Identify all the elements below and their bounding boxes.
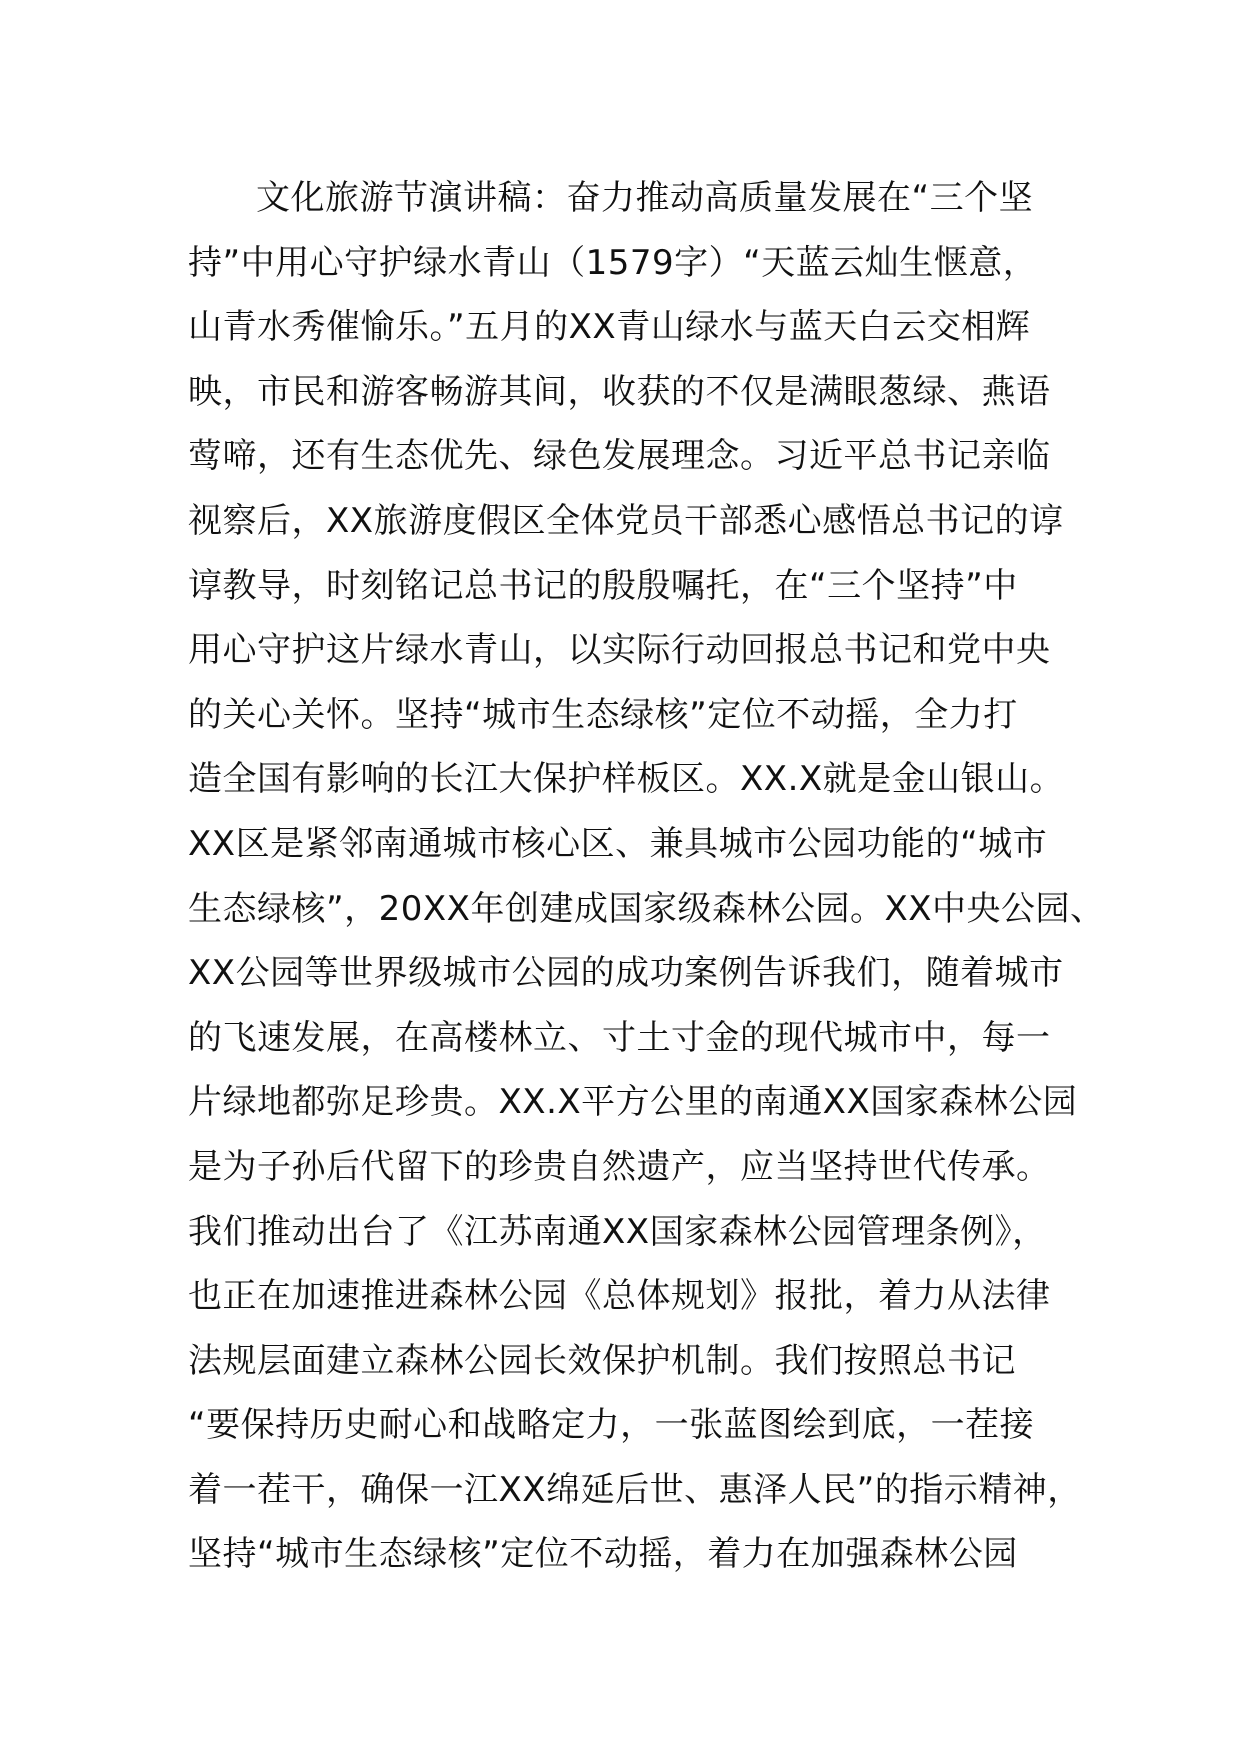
text-line: 片绿地都弥足珍贵。XX.X平方公里的南通XX国家森林公园 (188, 1082, 1078, 1123)
text-line: XX公园等世界级城市公园的成功案例告诉我们，随着城市 (188, 953, 1064, 994)
text-line: 造全国有影响的长江大保护样板区。XX.X就是金山银山。 (188, 759, 1065, 800)
text-line: 我们推动出台了《江苏南通XX国家森林公园管理条例》， (188, 1211, 1047, 1252)
text-line: 法规层面建立森林公园长效保护机制。我们按照总书记 (188, 1340, 1016, 1381)
text-line: 文化旅游节演讲稿：奋力推动高质量发展在“三个坚 (256, 178, 1034, 218)
text-line: 的关心关怀。坚持“城市生态绿核”定位不动摇，全力打 (188, 694, 1018, 735)
text-line: 用心守护这片绿水青山，以实际行动回报总书记和党中央 (188, 630, 1051, 671)
text-line: 生态绿核”，20XX年创建成国家级森林公园。XX中央公园、 (188, 888, 1105, 929)
text-line: 也正在加速推进森林公园《总体规划》报批，着力从法律 (188, 1276, 1051, 1317)
text-line: 是为子孙后代留下的珍贵自然遗产，应当坚持世代传承。 (188, 1146, 1051, 1187)
text-line: 持”中用心守护绿水青山（1579字）“天蓝云灿生惬意， (188, 242, 1038, 283)
text-line: 的飞速发展，在高楼林立、寸土寸金的现代城市中，每一 (188, 1017, 1051, 1058)
text-line: 着一茬干，确保一江XX绵延后世、惠泽人民”的指示精神， (188, 1469, 1082, 1510)
text-line: 坚持“城市生态绿核”定位不动摇，着力在加强森林公园 (188, 1534, 1018, 1575)
text-line: 谆教导，时刻铭记总书记的殷殷嘱托，在“三个坚持”中 (188, 565, 1018, 606)
text-line: “要保持历史耐心和战略定力，一张蓝图绘到底，一茬接 (188, 1405, 1035, 1446)
speech-body (188, 166, 1105, 1587)
text-line: 映，市民和游客畅游其间，收获的不仅是满眼葱绿、燕语 (188, 371, 1051, 412)
text-line: 视察后，XX旅游度假区全体党员干部悉心感悟总书记的谆 (188, 500, 1064, 541)
text-line: XX区是紧邻南通城市核心区、兼具城市公园功能的“城市 (188, 823, 1048, 864)
text-line: 莺啼，还有生态优先、绿色发展理念。习近平总书记亲临 (188, 436, 1051, 477)
text-line: 山青水秀催愉乐。”五月的XX青山绿水与蓝天白云交相辉 (188, 307, 1031, 348)
